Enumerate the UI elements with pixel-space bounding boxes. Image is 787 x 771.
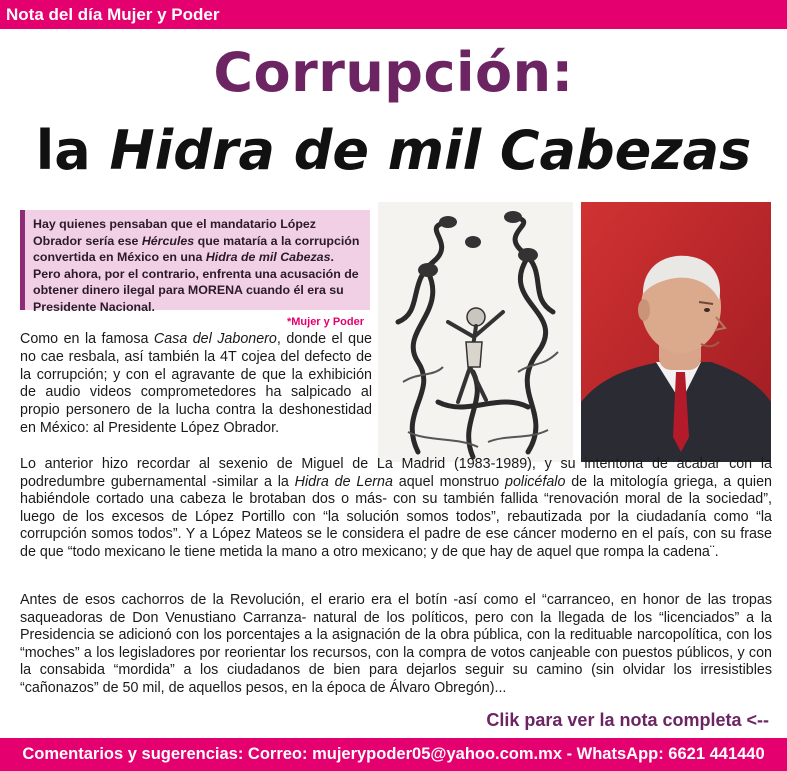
intro-text: que mataría a la corrupción convertida en México en una	[33, 233, 360, 264]
intro-summary-box	[20, 210, 370, 314]
president-photo	[581, 202, 771, 462]
president-portrait	[581, 202, 771, 462]
paragraph-1	[20, 331, 372, 438]
hydra-illustration	[378, 202, 573, 462]
top-banner: Nota del día Mujer y Poder	[0, 0, 787, 29]
paragraph-2	[20, 456, 772, 562]
headline-line-1: Corrupción:	[213, 41, 574, 104]
paragraph-text: de la mitología griega, a quien habiéndole cortado una cabeza le brotaban dos o más- con su también fallida “renovación moral de la sociedad”, luego de los excesos de López Portillo con “la solución somos todos”, rebautizada por la ciudadanía como “la corrupción somos todos”. Y a López Mateos se le considera el padre de ese cáncer moderno en el país, con su frase de que “todo mexicano le tiene metida la mano a otro mexicano; y de que hay de aquel que rompa la cadena¨.	[20, 473, 773, 560]
intro-text: . Pero ahora, por el contrario, enfrenta una acusación de obtener dinero ilegal para MORENA cuando él era su Presidente Nacional.	[33, 250, 359, 314]
paragraph-text: aquel monstruo	[392, 473, 505, 490]
headline-italic: Hidra de mil Cabezas	[109, 119, 752, 182]
paragraph-text: Como en la famosa	[20, 331, 154, 347]
contact-footer: Comentarios y sugerencias: Correo: mujerypoder05@yahoo.com.mx - WhatsApp: 6621 441440	[0, 738, 787, 771]
intro-italic-hidra: Hidra de mil Cabezas	[205, 250, 331, 264]
paragraph-text: , donde el que no cae resbala, así también la 4T cojea del defecto de la corrupción; y con el agravante de que la exhibición de audio videos comprometedores ha salpicado al propio personero de la lucha contra la deshonestidad en México: al Presidente López Obrador.	[20, 331, 372, 436]
headline-line-2	[0, 116, 787, 186]
intro-text: Hay quienes pensaban que el mandatario López Obrador sería ese	[33, 217, 316, 248]
paragraph-3: Antes de esos cachorros de la Revolución, el erario era el botín -así como el “carranceo, en honor de las tropas saqueadoras de Don Venustiano Carranza- natural de los políticos, pero con la llegada de los “licenciados” a la Presidencia se adicionó con los porcentajes a la asignación de la obra pública, con la redituable narcopolítica, con los “moches” a los legisladores por reorientar los recursos, con la compra de votos canjeable con puestos públicos, y con la consabida “mordida” a los ciudadanos de bien para dejarlos seguir su camino (sin olvidar los irresistibles “cañonazos” de 50 mil, de aquellos pesos, en la época de Álvaro Obregón)...	[20, 592, 772, 696]
paragraph-italic: Hidra de Lerna	[294, 473, 393, 490]
paragraph-italic: policéfalo	[505, 473, 566, 490]
paragraph-text: Lo anterior hizo recordar al sexenio de Miguel de La Madrid (1983-1989), y su intentona de acabar con la podredumbre gubernamental -similar a la	[20, 456, 772, 490]
intro-italic-hercules: Hércules	[141, 233, 195, 248]
paragraph-italic: Casa del Jabonero	[153, 331, 277, 347]
hydra-drawing	[378, 202, 573, 462]
read-full-note-link[interactable]: Clik para ver la nota completa <--	[486, 710, 769, 730]
author-credit: *Mujer y Poder	[286, 316, 364, 328]
headline-prefix: la	[35, 119, 110, 182]
